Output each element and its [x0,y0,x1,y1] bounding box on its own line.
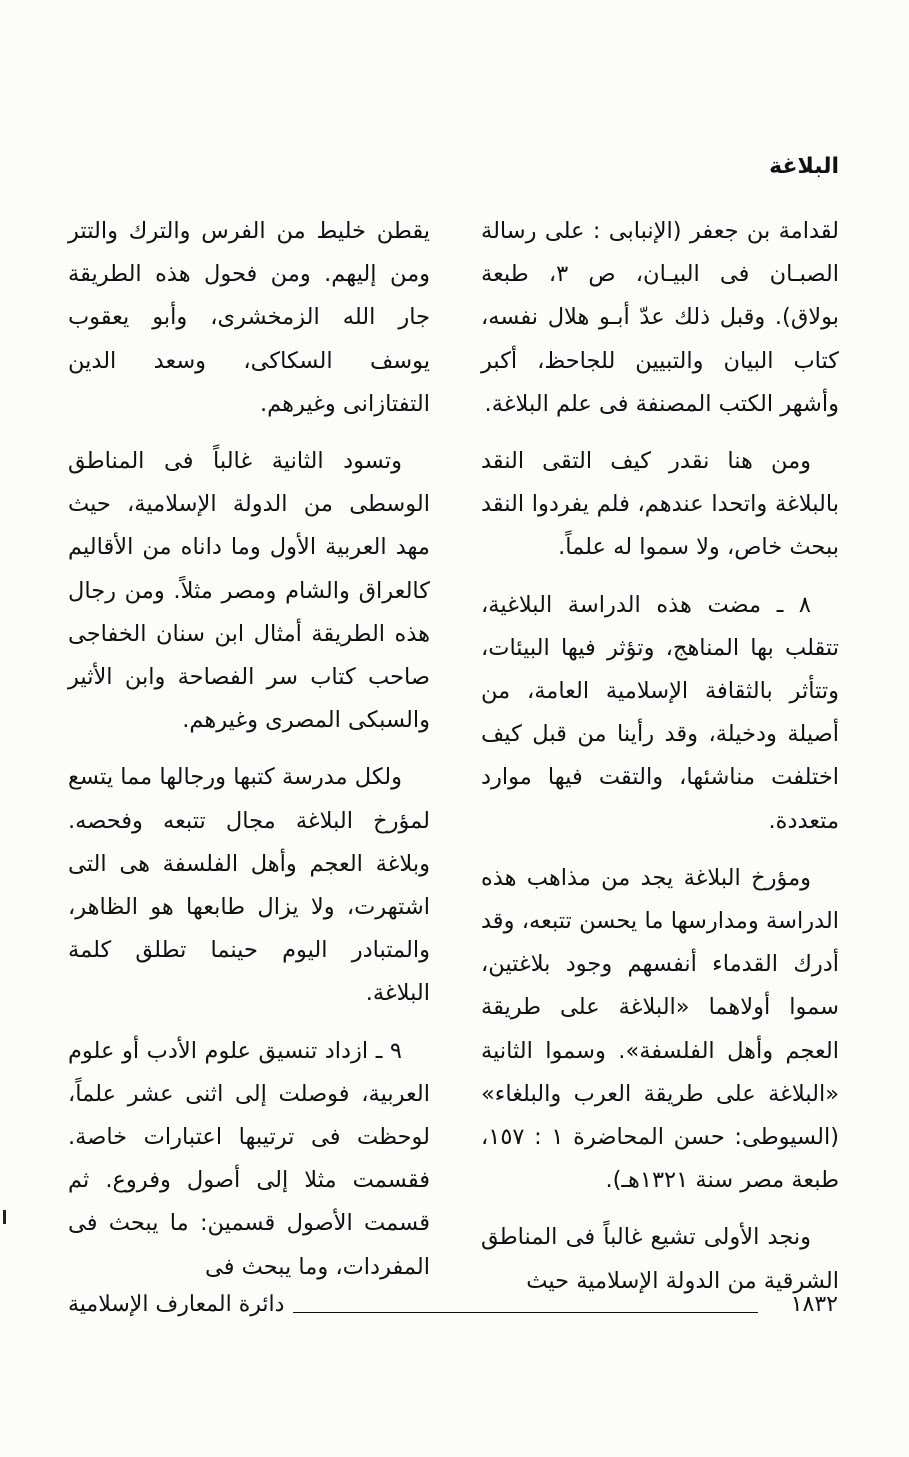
paragraph: ٩ ـ ازداد تنسيق علوم الأدب أو علوم العربية، فوصلت إلى اثنى عشر علماً، لوحظت فى ترتيبها اعتبارات خاصة. فقسمت مثلا إلى أصول وفروع. ثم قسمت الأصول قسمين: ما يبحث فى المفردات، وما يبحث فى [68,1037,430,1280]
paragraph: ولكل مدرسة كتبها ورجالها مما يتسع لمؤرخ البلاغة مجال تتبعه وفحصه. وبلاغة العجم وأهل الفلسفة هى التى اشتهرت، ولا يزال طابعها هو الظاهر، والمتبادر اليوم حينما تطلق كلمة البلاغة. [68,764,430,1007]
paragraph: لقدامة بن جعفر (الإنبابى : على رسالة الصبـان فى البيـان، ص ٣، طبعة بولاق). وقبل ذلك عدّ أبـو هلال نفسه، كتاب البيان والتبيين للجاحظ، أكبر وأشهر الكتب المصنفة فى علم البلاغة. [481,218,840,417]
paragraph: ومؤرخ البلاغة يجد من مذاهب هذه الدراسة ومدارسها ما يحسن تتبعه، وقد أدرك القدماء أنفسهم وجود بلاغتين، سموا أولاهما «البلاغة على طريقة العجم وأهل الفلسفة». وسموا الثانية «البلاغة على طريقة العرب والبلغاء» (السيوطى: حسن المحاضرة ١ : ١٥٧، طبعة مصر سنة ١٣٢١هـ). [481,864,839,1194]
page-number: ١٨٣٢ [790,1292,838,1317]
left-column [68,210,430,1303]
page-footer [68,1292,838,1332]
paragraph: ونجد الأولى تشيع غالباً فى المناطق الشرقية من الدولة الإسلامية حيث [481,1224,839,1294]
paragraph: يقطن خليط من الفرس والترك والتتر ومن إليهم. ومن فحول هذه الطريقة جار الله الزمخشرى، وأبو يعقوب يوسف السكاكى، وسعد الدين التفتازانى وغيرهم. [68,218,430,417]
running-title: البلاغة [769,154,839,179]
paragraph: ومن هنا نقدر كيف التقى النقد بالبلاغة واتحدا عندهم، فلم يفردوا النقد ببحث خاص، ولا سموا له علماً. [481,448,839,561]
publication-title: دائرة المعارف الإسلامية [68,1292,285,1317]
margin-mark [3,1210,6,1224]
footer-divider [293,1312,758,1313]
paragraph: وتسود الثانية غالباً فى المناطق الوسطى من الدولة الإسلامية، حيث مهد العربية الأول وما داناه من الأقاليم كالعراق والشام ومصر مثلاً. ومن رجال هذه الطريقة أمثال ابن سنان الخفاجى صاحب كتاب سر الفصاحة وابن الأثير والسبكى المصرى وغيرهم. [68,448,430,734]
right-column [481,210,839,1317]
paragraph: ٨ ـ مضت هذه الدراسة البلاغية، تتقلب بها المناهج، وتؤثر فيها البيئات، وتتأثر بالثقافة الإسلامية العامة، من أصيلة ودخيلة، وقد رأينا من قبل كيف اختلفت مناشئها، والتقت فيها موارد متعددة. [481,591,839,834]
